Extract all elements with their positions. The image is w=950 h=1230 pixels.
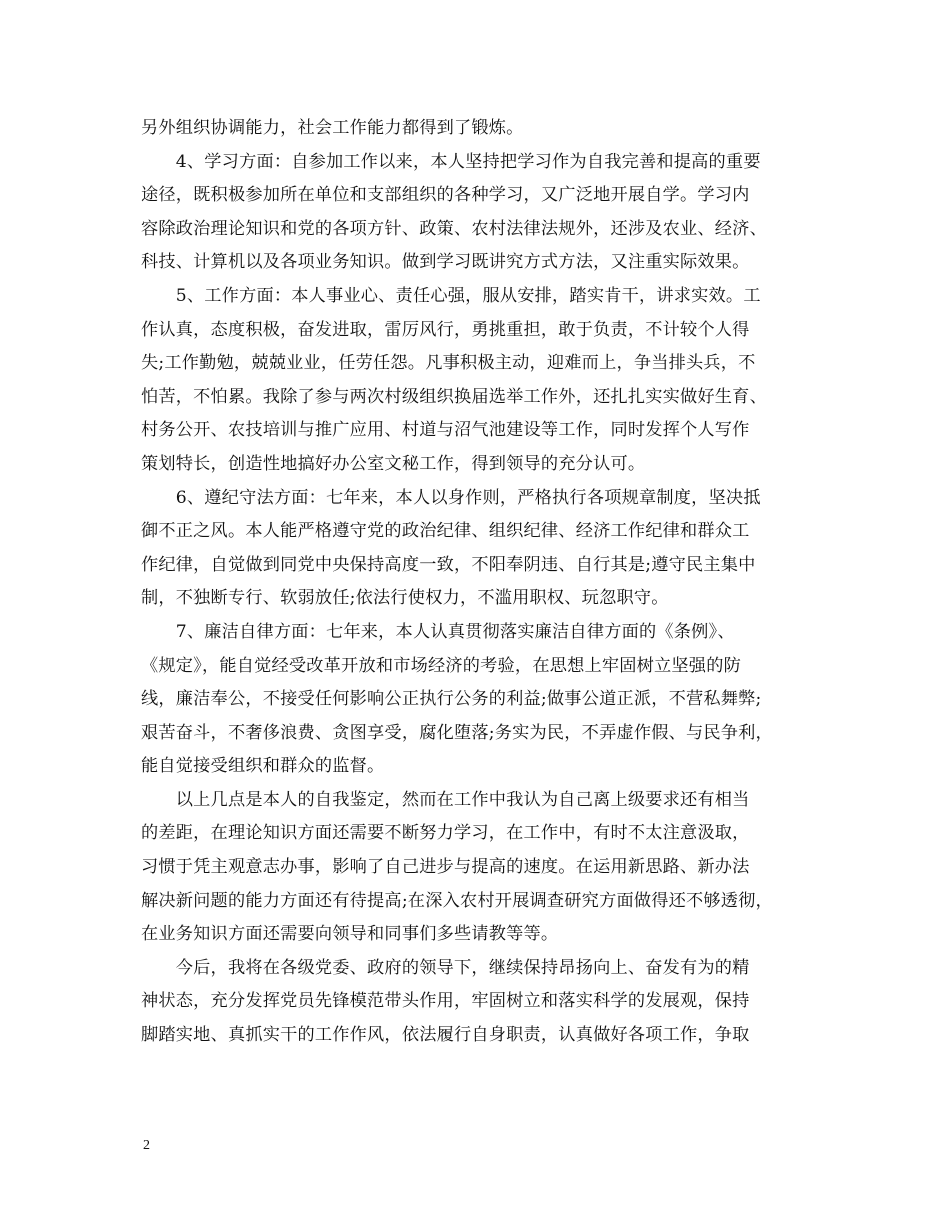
text-line: 怕苦，不怕累。我除了参与两次村级组织换届选举工作外，还扎扎实实做好生育、 xyxy=(141,386,767,407)
text-line: 习惯于凭主观意志办事，影响了自己进步与提高的速度。在运用新思路、新办法 xyxy=(141,857,750,878)
page-number: 2 xyxy=(143,1138,150,1153)
text-line: 策划特长，创造性地搞好办公室文秘工作，得到领导的充分认可。 xyxy=(141,453,646,474)
text-line: 另外组织协调能力，社会工作能力都得到了锻炼。 xyxy=(141,118,524,138)
text-line: 作纪律，自觉做到同党中央保持高度一致，不阳奉阴违、自行其是;遵守民主集中 xyxy=(141,554,756,575)
text-line: 以上几点是本人的自我鉴定，然而在工作中我认为自己离上级要求还有相当 xyxy=(141,789,750,810)
text-line: 的差距，在理论知识方面还需要不断努力学习，在工作中，有时不太注意汲取， xyxy=(141,823,750,844)
text-line: 艰苦奋斗，不奢侈浪费、贪图享受，腐化堕落;务实为民，不弄虚作假、与民争利， xyxy=(141,722,773,743)
text-line: 能自觉接受组织和群众的监督。 xyxy=(141,756,385,777)
text-line: 7、廉洁自律方面：七年来，本人认真贯彻落实廉洁自律方面的《条例》、 xyxy=(141,621,735,642)
text-line: 在业务知识方面还需要向领导和同事们多些请教等等。 xyxy=(141,924,559,945)
text-line: 解决新问题的能力方面还有待提高;在深入农村开展调查研究方面做得还不够透彻， xyxy=(141,890,773,911)
text-line: 5、工作方面：本人事业心、责任心强，服从安排，踏实肯干，讲求实效。工 xyxy=(141,285,761,306)
text-line: 御不正之风。本人能严格遵守党的政治纪律、组织纪律、经济工作纪律和群众工 xyxy=(141,521,750,542)
text-line: 6、遵纪守法方面：七年来，本人以身作则，严格执行各项规章制度，坚决抵 xyxy=(141,487,761,508)
text-line: 村务公开、农技培训与推广应用、村道与沼气池建设等工作，同时发挥个人写作 xyxy=(141,420,750,441)
text-line: 制，不独断专行、软弱放任;依法行使权力，不滥用职权、玩忽职守。 xyxy=(141,588,669,609)
text-line: 线，廉洁奉公，不接受任何影响公正执行公务的利益;做事公道正派，不营私舞弊; xyxy=(141,689,762,710)
text-line: 脚踏实地、真抓实干的工作作风，依法履行自身职责，认真做好各项工作，争取 xyxy=(141,1025,750,1046)
text-line: 科技、计算机以及各项业务知识。做到学习既讲究方式方法，又注重实际效果。 xyxy=(141,252,750,273)
text-line: 神状态，充分发挥党员先锋模范带头作用，牢固树立和落实科学的发展观，保持 xyxy=(141,991,750,1012)
text-line: 作认真，态度积极，奋发进取，雷厉风行，勇挑重担，敢于负责，不计较个人得 xyxy=(141,319,750,340)
body-text xyxy=(141,112,809,1053)
text-line: 容除政治理论知识和党的各项方针、政策、农村法律法规外，还涉及农业、经济、 xyxy=(141,218,767,239)
text-line: 途径，既积极参加所在单位和支部组织的各种学习，又广泛地开展自学。学习内 xyxy=(141,185,750,206)
text-line: 失;工作勤勉，兢兢业业，任劳任怨。凡事积极主动，迎难而上，争当排头兵，不 xyxy=(141,353,756,374)
text-line: 4、学习方面：自参加工作以来，本人坚持把学习作为自我完善和提高的重要 xyxy=(141,151,761,172)
text-line: 今后，我将在各级党委、政府的领导下，继续保持昂扬向上、奋发有为的精 xyxy=(141,957,750,978)
text-line: 《规定》，能自觉经受改革开放和市场经济的考验，在思想上牢固树立坚强的防 xyxy=(141,655,741,676)
